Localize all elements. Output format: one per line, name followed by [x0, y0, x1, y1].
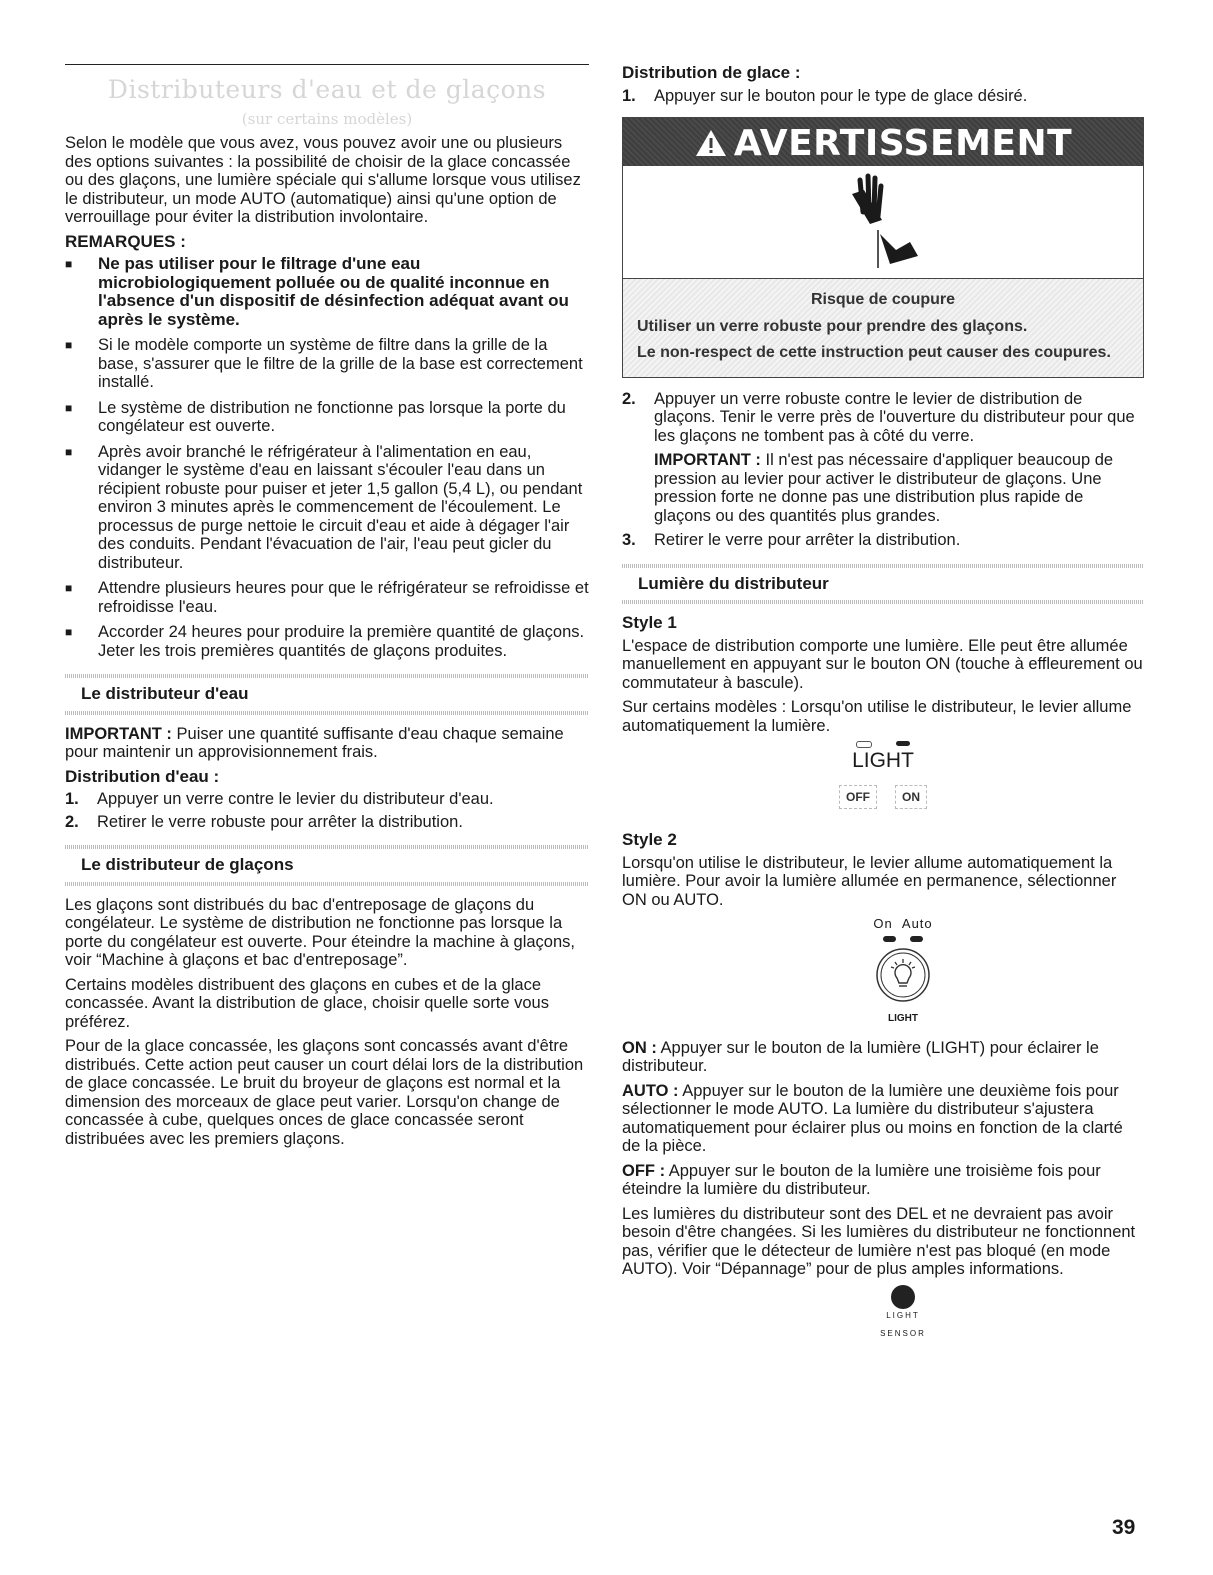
list-item: ■ Attendre plusieurs heures pour que le réfrigérateur se refroidisse et refroidisse l'eau.: [65, 579, 589, 616]
list-item: ■ Ne pas utiliser pour le filtrage d'une eau microbiologiquement polluée ou de qualité inconnue en l'absence d'un dispositif de désinfection adéquat avant ou après le système.: [65, 255, 589, 329]
notes-list: [65, 255, 589, 660]
ice-paragraph: Certains modèles distribuent des glaçons en cubes et de la glace concassée. Avant la distribution de glace, choisir quelle sorte vous préférez.: [65, 975, 549, 1031]
indicator-icons: [856, 741, 910, 748]
water-dispenser-header: [65, 674, 589, 715]
important-label: IMPORTANT :: [65, 724, 172, 743]
light-bulb-icon: [874, 946, 932, 1009]
list-item: ■ Le système de distribution ne fonctionne pas lorsque la porte du congélateur est ouverte.: [65, 399, 589, 436]
important-text: Il n'est pas nécessaire d'appliquer beaucoup de pression au levier pour activer le distributeur de glaçons. Une pression forte ne donne pas une distribution plus rapide de glaçons ou des quantités plus grandes.: [654, 451, 1114, 525]
left-column: [65, 64, 589, 1154]
right-column: [622, 63, 1144, 1338]
warning-header: [623, 118, 1143, 166]
step-text: Retirer le verre robuste pour arrêter la distribution.: [97, 812, 463, 831]
off-on-switch: [839, 785, 927, 810]
style1-heading: Style 1: [622, 613, 677, 632]
water-important: [65, 725, 589, 762]
step-text: Appuyer un verre robuste contre le levier de distribution de glaçons. Tenir le verre près de l'ouverture du distributeur pour que les glaçons ne tombent pas à côté du verre.: [654, 389, 1135, 445]
divider: [622, 600, 1144, 604]
important-label: IMPORTANT :: [654, 451, 761, 469]
style2-paragraph: Lorsqu'on utilise le distributeur, le levier allume automatiquement la lumière. Pour avoir la lumière allumée en permanence, sélectionner ON ou AUTO.: [622, 853, 1117, 909]
off-text: Appuyer sur le bouton de la lumière une troisième fois pour éteindre la lumière du distributeur.: [622, 1161, 1101, 1198]
ice-paragraph: Les glaçons sont distribués du bac d'entreposage de glaçons du congélateur. Le système de distribution ne fonctionne pas lorsque la porte du congélateur est ouverte. Pour éteindre la machine à glaçons, voir “Machine à glaçons et bac d'entreposage”.: [65, 895, 575, 969]
light-sensor-figure: [662, 1285, 1144, 1338]
list-item: [65, 790, 589, 809]
light-button-label: LIGHT: [888, 1013, 918, 1024]
page-number: 39: [1112, 1516, 1136, 1539]
light-label: LIGHT: [852, 749, 914, 772]
top-rule: [65, 64, 589, 65]
off-label: OFF: [839, 785, 877, 810]
ice-steps-continued: [622, 390, 1144, 550]
warning-title: AVERTISSEMENT: [733, 123, 1073, 164]
list-item: [622, 531, 1144, 550]
led-on-icon: [883, 936, 896, 942]
section-subtitle: (sur certains modèles): [241, 109, 413, 128]
style2-heading: Style 2: [622, 830, 677, 849]
step-number: 3.: [622, 531, 636, 549]
intro-paragraph: Selon le modèle que vous avez, vous pouvez avoir une ou plusieurs des options suivantes : la possibilité de choisir de la glace concassée ou des glaçons, une lumière spéciale qui s'allume lorsque vous utilisez le distributeur, un mode AUTO (automatique) ainsi qu'une option de verrouillage pour éviter la distribution involontaire.: [65, 134, 581, 226]
step-important: [654, 451, 1144, 525]
off-description: [622, 1162, 1144, 1199]
ice-dispenser-header: [65, 845, 589, 886]
list-item: ■ Après avoir branché le réfrigérateur à l'alimentation en eau, vidanger le système d'eau en laissant s'écouler l'eau dans un récipient robuste pour puiser et jeter 1,5 gallon (5,4 L), ou pendant environ 3 minutes après le commencement de l'écoulement. Le processus de purge nettoie le circuit d'eau et aide à dégager l'air des conduits. Pendant l'évacuation de l'air, l'eau peut gicler du distributeur.: [65, 443, 589, 573]
section-title: Distributeurs d'eau et de glaçons: [107, 75, 547, 104]
notes-heading: REMARQUES :: [65, 231, 186, 251]
warning-box: [622, 117, 1144, 378]
auto-description: [622, 1082, 1144, 1156]
on-label: On: [873, 916, 893, 931]
on-description: [622, 1039, 1144, 1076]
light-header: [622, 564, 1144, 605]
on-label: ON: [895, 785, 927, 810]
ice-dispensing-heading: Distribution de glace :: [622, 63, 801, 82]
warning-line: Utiliser un verre robuste pour prendre des glaçons.: [637, 317, 1028, 335]
warning-risk: Risque de coupure: [810, 291, 956, 308]
sensor-dot: [891, 1285, 915, 1309]
sensor-label: LIGHT SENSOR: [880, 1310, 926, 1338]
on-term: ON :: [622, 1038, 657, 1057]
step-text: Appuyer sur le bouton pour le type de glace désiré.: [654, 86, 1028, 105]
cut-hazard-icon: [623, 166, 1143, 279]
light-button-figure: [662, 915, 1144, 1029]
divider: [65, 711, 589, 715]
step-number: 2.: [65, 812, 79, 831]
step-number: 1.: [65, 790, 79, 808]
list-item: [622, 390, 1144, 526]
on-text: Appuyer sur le bouton de la lumière (LIGHT) pour éclairer le distributeur.: [622, 1038, 1099, 1075]
list-item: ■ Si le modèle comporte un système de filtre dans la grille de la base, s'assurer que le filtre de la grille de la base est correctement installé.: [65, 336, 589, 392]
ice-paragraph: Pour de la glace concassée, les glaçons sont concassés avant d'être distribués. Cette action peut causer un court délai lors de la distribution de glace concassée. Le bruit du broyeur de glaçons est normal et la dimension des morceaux de glace peut varier. Lorsqu'on change de concassée à cube, quelques onces de glace concassée seront distribuées avec les premiers glaçons.: [65, 1037, 584, 1148]
list-item: [622, 87, 1144, 106]
step-text: Retirer le verre pour arrêter la distribution.: [654, 531, 961, 549]
list-item: [65, 813, 589, 832]
list-item: ■ Accorder 24 heures pour produire la première quantité de glaçons. Jeter les trois premières quantités de glaçons produites.: [65, 623, 589, 660]
led-auto-icon: [910, 936, 923, 942]
auto-term: AUTO :: [622, 1081, 679, 1100]
led-icons: [883, 936, 923, 942]
style1-paragraph: L'espace de distribution comporte une lumière. Elle peut être allumée manuellement en appuyant sur le bouton ON (touche à effleurement ou commutateur à bascule).: [622, 636, 1143, 692]
on-auto-labels: [873, 915, 932, 934]
light-switch-figure: [622, 741, 1144, 809]
warning-body: [623, 279, 1143, 377]
ice-dispenser-heading: Le distributeur de glaçons: [81, 855, 294, 874]
warning-triangle-icon: [694, 128, 728, 158]
style1-paragraph: Sur certains modèles : Lorsqu'on utilise le distributeur, le levier allume automatiquement la lumière.: [622, 698, 1132, 735]
water-steps: [65, 790, 589, 831]
auto-text: Appuyer sur le bouton de la lumière une deuxième fois pour sélectionner le mode AUTO. La lumière du distributeur s'ajustera automatiquement pour éclairer plus ou moins en fonction de la clarté de la pièce.: [622, 1081, 1123, 1155]
water-dispensing-heading: Distribution d'eau :: [65, 766, 220, 786]
light-sensor-icon: [868, 1285, 938, 1338]
divider: [65, 882, 589, 886]
ice-steps: [622, 87, 1144, 106]
indicator-off-icon: [856, 741, 872, 748]
light-heading: Lumière du distributeur: [638, 573, 829, 593]
auto-label: Auto: [901, 916, 933, 931]
water-dispenser-heading: Le distributeur d'eau: [81, 684, 249, 703]
step-text: Appuyer un verre contre le levier du distributeur d'eau.: [97, 790, 494, 808]
step-number: 1.: [622, 86, 636, 105]
warning-line: Le non-respect de cette instruction peut causer des coupures.: [637, 344, 1111, 361]
indicator-on-icon: [896, 741, 910, 746]
off-term: OFF :: [622, 1161, 666, 1180]
step-number: 2.: [622, 389, 636, 408]
led-paragraph: Les lumières du distributeur sont des DEL et ne devraient pas avoir besoin d'être changées. Si les lumières du distributeur ne fonctionnent pas, vérifier que le détecteur de lumière n'est pas bloqué (en mode AUTO). Voir “Dépannage” pour de plus amples informations.: [622, 1204, 1136, 1278]
important-text: Puiser une quantité suffisante d'eau chaque semaine pour maintenir un approvisionnement frais.: [65, 724, 564, 761]
